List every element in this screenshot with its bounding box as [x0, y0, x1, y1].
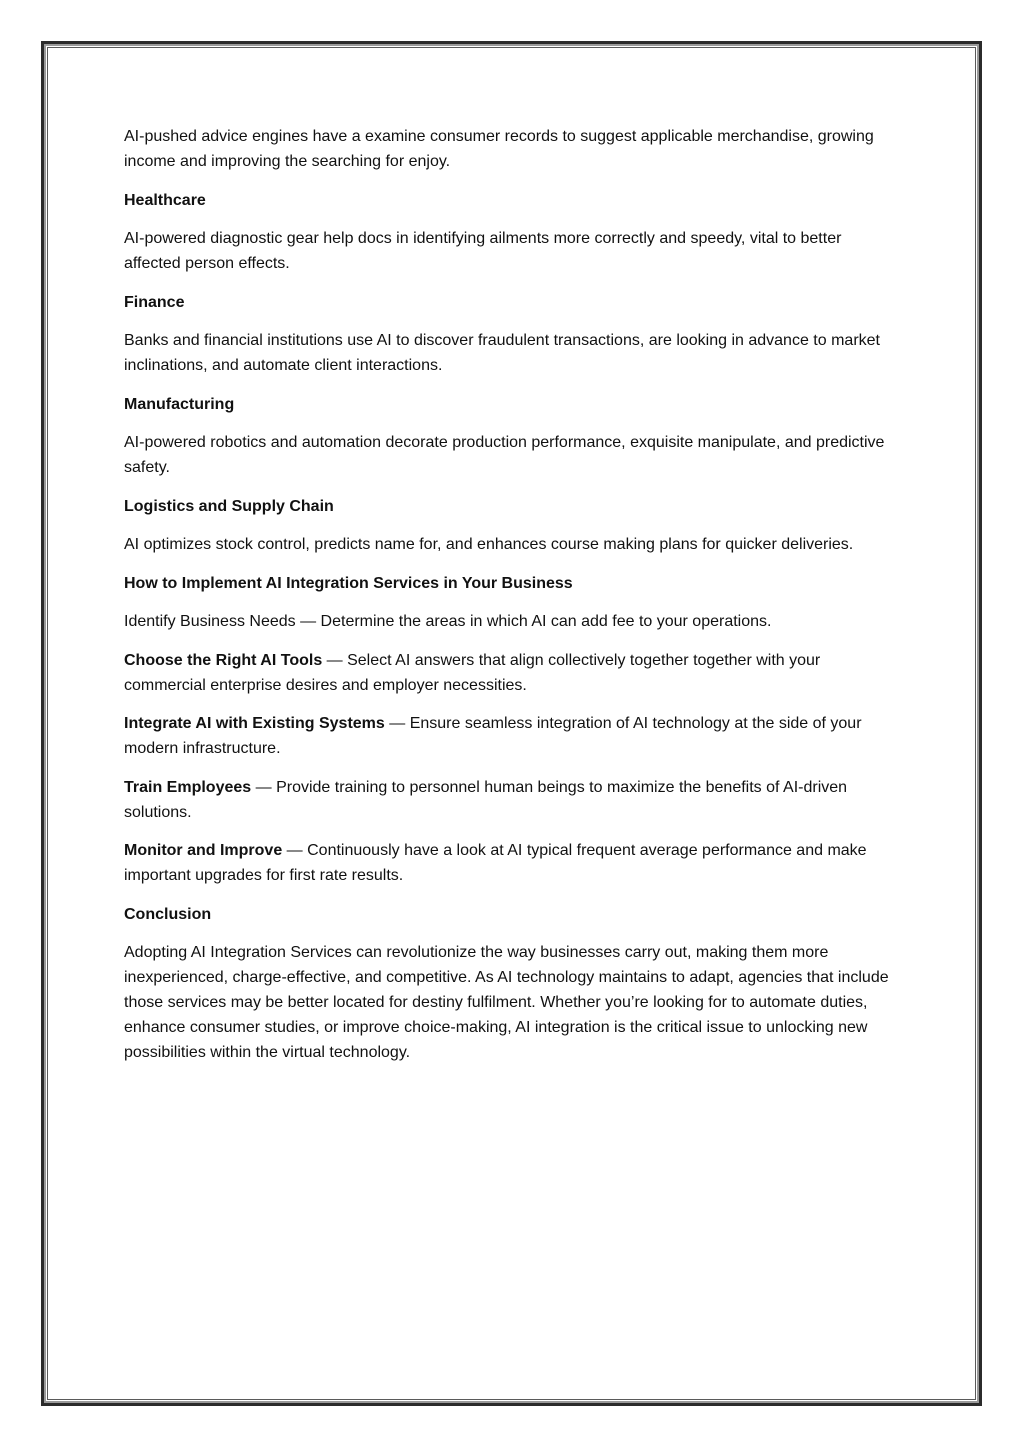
heading-finance: Finance — [124, 293, 185, 311]
heading-how-to-implement: How to Implement AI Integration Services in Your Business — [124, 574, 573, 592]
paragraph-healthcare: AI-powered diagnostic gear help docs in identifying ailments more correctly and speedy, vital to better affected person effects. — [124, 230, 842, 272]
step-term: Integrate AI with Existing Systems — [124, 715, 385, 732]
document-body — [124, 124, 896, 1079]
step-description: — Ensure seamless integration of AI technology at the side of your modern infrastructure. — [124, 715, 862, 757]
heading-conclusion: Conclusion — [124, 905, 212, 923]
paragraph-conclusion: Adopting AI Integration Services can revolutionize the way businesses carry out, making them more inexperienced, charge-effective, and competitive. As AI technology maintains to adapt, agencies that include those services may be better located for destiny fulfilment. Whether you’re looking for to automate duties, enhance consumer studies, or improve choice-making, AI integration is the critical issue to unlocking new possibilities within the virtual technology. — [124, 944, 889, 1061]
step-description: — Provide training to personnel human beings to maximize the benefits of AI-driven solutions. — [124, 778, 848, 821]
step-description: — Select AI answers that align collectively together together with your commercial enterprise desires and employer necessities. — [124, 651, 821, 694]
step-description: — Continuously have a look at AI typical frequent average performance and make important upgrades for first rate results. — [124, 842, 867, 884]
paragraph-recommendation-engines: AI-pushed advice engines have a examine consumer records to suggest applicable merchandise, growing income and improving the searching for enjoy. — [124, 128, 874, 170]
step-term: Choose the Right AI Tools — [124, 651, 323, 669]
heading-healthcare: Healthcare — [124, 191, 206, 209]
step-term: Train Employees — [124, 778, 252, 796]
step-choose-tools — [124, 648, 896, 698]
heading-manufacturing: Manufacturing — [124, 395, 235, 413]
step-train-employees — [124, 775, 896, 825]
paragraph-finance: Banks and financial institutions use AI to discover fraudulent transactions, are looking in advance to market inclinations, and automate client interactions. — [124, 332, 880, 374]
paragraph-manufacturing: AI-powered robotics and automation decorate production performance, exquisite manipulate, and predictive safety. — [124, 434, 885, 476]
paragraph-logistics: AI optimizes stock control, predicts name for, and enhances course making plans for quicker deliveries. — [124, 536, 854, 553]
step-monitor-improve — [124, 838, 896, 888]
step-term: Monitor and Improve — [124, 842, 283, 859]
heading-logistics: Logistics and Supply Chain — [124, 497, 334, 515]
step-integrate-systems — [124, 711, 896, 761]
step-identify-needs: Identify Business Needs — Determine the areas in which AI can add fee to your operations. — [124, 613, 772, 630]
